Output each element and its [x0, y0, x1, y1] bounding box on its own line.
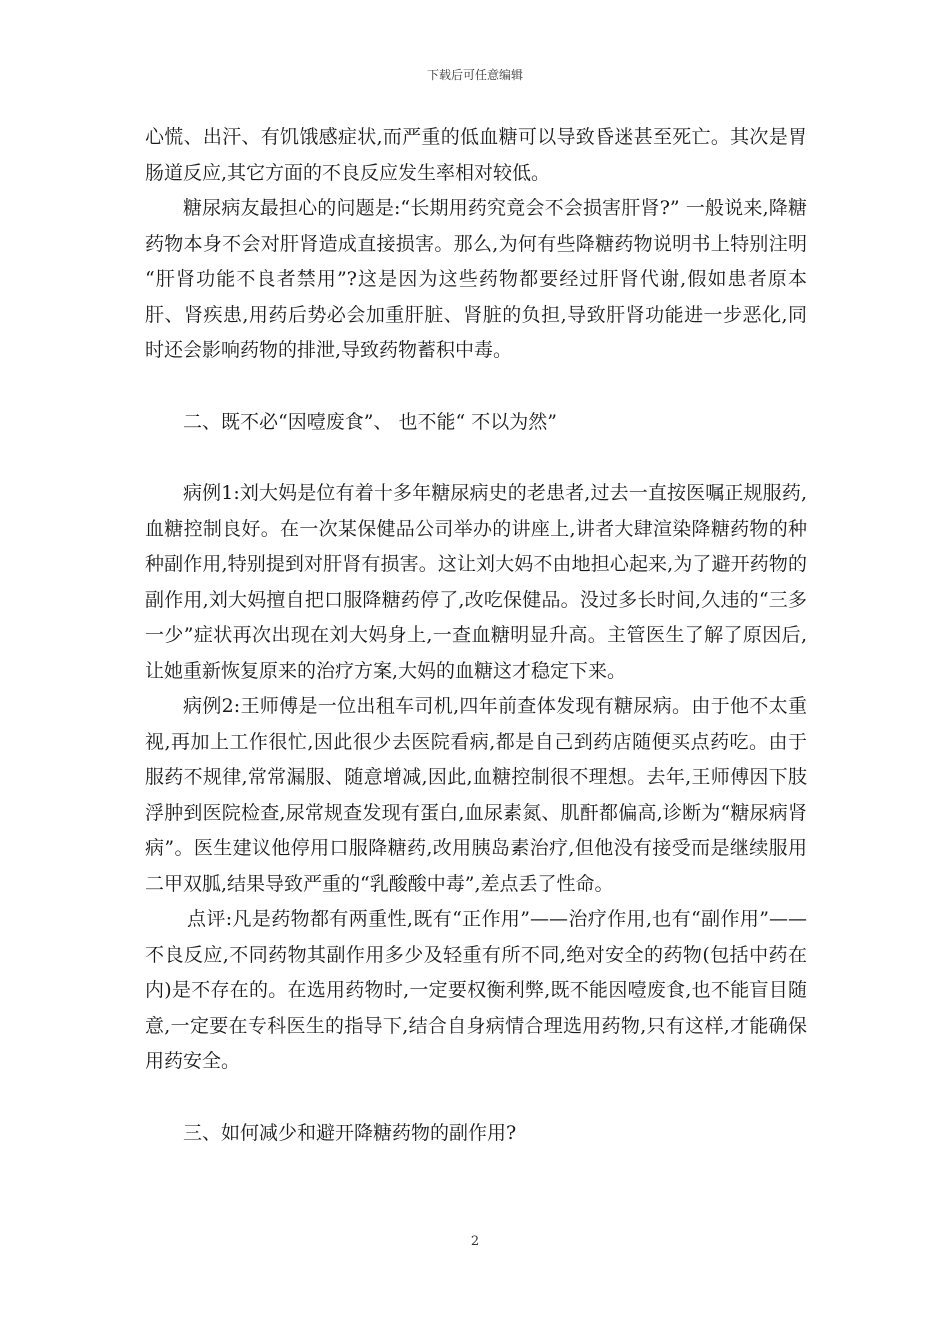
commentary-paragraph: 点评:凡是药物都有两重性,既有“正作用”——治疗作用,也有“副作用”——不良反应,不同药物其副作用多少及轻重有所不同,绝对安全的药物(包括中药在内)是不存在的。在选用药物时,一定要权衡利弊,既不能因噎废食,也不能盲目随意,一定要在专科医生的指导下,结合自身病情合理选用药物,只有这样,才能确保用药安全。	[145, 908, 807, 1072]
paragraph-continuation: 心慌、出汗、有饥饿感症状,而严重的低血糖可以导致昏迷甚至死亡。其次是胃肠道反应,其它方面的不良反应发生率相对较低。	[145, 126, 807, 184]
case-study-1: 病例1:刘大妈是位有着十多年糖尿病史的老患者,过去一直按医嘱正规服药,血糖控制良好。在一次某保健品公司举办的讲座上,讲者大肆渲染降糖药物的种种副作用,特别提到对肝肾有损害。这让刘大妈不由地担心起来,为了避开药物的副作用,刘大妈擅自把口服降糖药停了,改吃保健品。没过多长时间,久违的“三多一少”症状再次出现在刘大妈身上,一查血糖明显升高。主管医生了解了原因后,让她重新恢复原来的治疗方案,大妈的血糖这才稳定下来。	[145, 482, 807, 682]
section-heading-3: 三、如何减少和避开降糖药物的副作用?	[183, 1121, 517, 1144]
page-number: 2	[470, 1234, 480, 1249]
document-body	[145, 120, 807, 1151]
page-header: 下载后可任意编辑	[426, 68, 523, 82]
case-study-2: 病例2:王师傅是一位出租车司机,四年前查体发现有糖尿病。由于他不太重视,再加上工作很忙,因此很少去医院看病,都是自己到药店随便买点药吃。由于服药不规律,常常漏服、随意增减,因此,血糖控制很不理想。去年,王师傅因下肢浮肿到医院检查,尿常规查发现有蛋白,血尿素氮、肌酐都偏高,诊断为“糖尿病肾病”。医生建议他停用口服降糖药,改用胰岛素治疗,但他没有接受而是继续服用二甲双胍,结果导致严重的“乳酸酸中毒”,差点丢了性命。	[145, 695, 807, 895]
paragraph-liver-kidney-concern: 糖尿病友最担心的问题是:“长期用药究竟会不会损害肝肾?” 一般说来,降糖药物本身不会对肝肾造成直接损害。那么,为何有些降糖药物说明书上特别注明 “肝肾功能不良者禁用”?这是因为这些药物都要经过肝肾代谢,假如患者原本肝、肾疾患,用药后势必会加重肝脏、肾脏的负担,导致肝肾功能进一步恶化,同时还会影响药物的排泄,导致药物蓄积中毒。	[145, 197, 807, 361]
section-heading-2: 二、既不必“因噎废食”、 也不能“ 不以为然”	[183, 410, 557, 433]
